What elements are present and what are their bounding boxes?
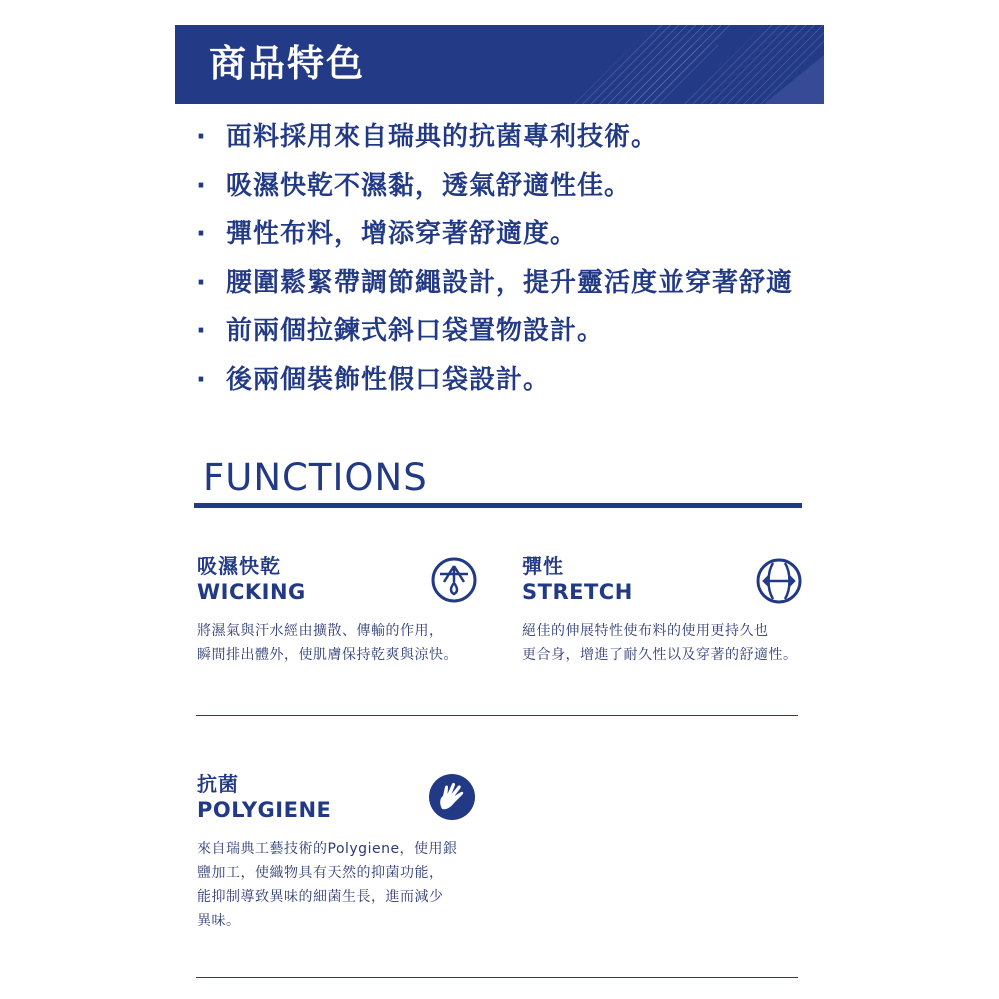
bullet: · (196, 170, 207, 201)
card-title-en: STRETCH (522, 580, 633, 604)
card-title-en: POLYGIENE (197, 798, 332, 822)
wicking-icon (430, 556, 478, 604)
feature-item: · 吸濕快乾不濕黏，透氣舒適性佳。 (196, 162, 836, 211)
section-divider (196, 977, 798, 978)
card-title-zh: 抗菌 (197, 772, 239, 796)
functions-rule (194, 503, 802, 508)
functions-heading: FUNCTIONS (203, 456, 428, 499)
card-title-zh: 彈性 (522, 554, 564, 578)
banner-stripe-pattern (534, 25, 824, 104)
bullet: · (196, 316, 207, 346)
feature-item: · 前兩個拉鍊式斜口袋置物設計。 (196, 307, 836, 356)
banner-title: 商品特色 (209, 42, 365, 85)
card-description: 絕佳的伸展特性使布料的使用更持久也 更合身，增進了耐久性以及穿著的舒適性。 (522, 623, 798, 663)
card-description: 來自瑞典工藝技術的Polygiene，使用銀 鹽加工，使織物具有天然的抑菌功能， 能抑制導致異味的細菌生長，進而減少 異味。 (197, 841, 458, 929)
bullet: · (196, 219, 207, 249)
card-title-zh: 吸濕快乾 (197, 554, 281, 578)
section-divider (196, 715, 798, 716)
stretch-icon (755, 557, 803, 605)
feature-item: · 後兩個裝飾性假口袋設計。 (196, 356, 836, 405)
bullet: · (196, 364, 207, 395)
bullet: · (196, 122, 207, 152)
polygiene-hand-icon (428, 773, 476, 821)
feature-banner (175, 25, 824, 104)
feature-list (196, 113, 836, 404)
card-title-en: WICKING (197, 580, 306, 604)
feature-item: · 腰圍鬆緊帶調節繩設計，提升靈活度並穿著舒適 (196, 259, 836, 308)
feature-item: · 面料採用來自瑞典的抗菌專利技術。 (196, 113, 836, 162)
feature-item: · 彈性布料，增添穿著舒適度。 (196, 210, 836, 259)
bullet: · (196, 267, 207, 298)
card-description: 將濕氣與汗水經由擴散、傳輸的作用， 瞬間排出體外，使肌膚保持乾爽與涼快。 (197, 623, 458, 663)
